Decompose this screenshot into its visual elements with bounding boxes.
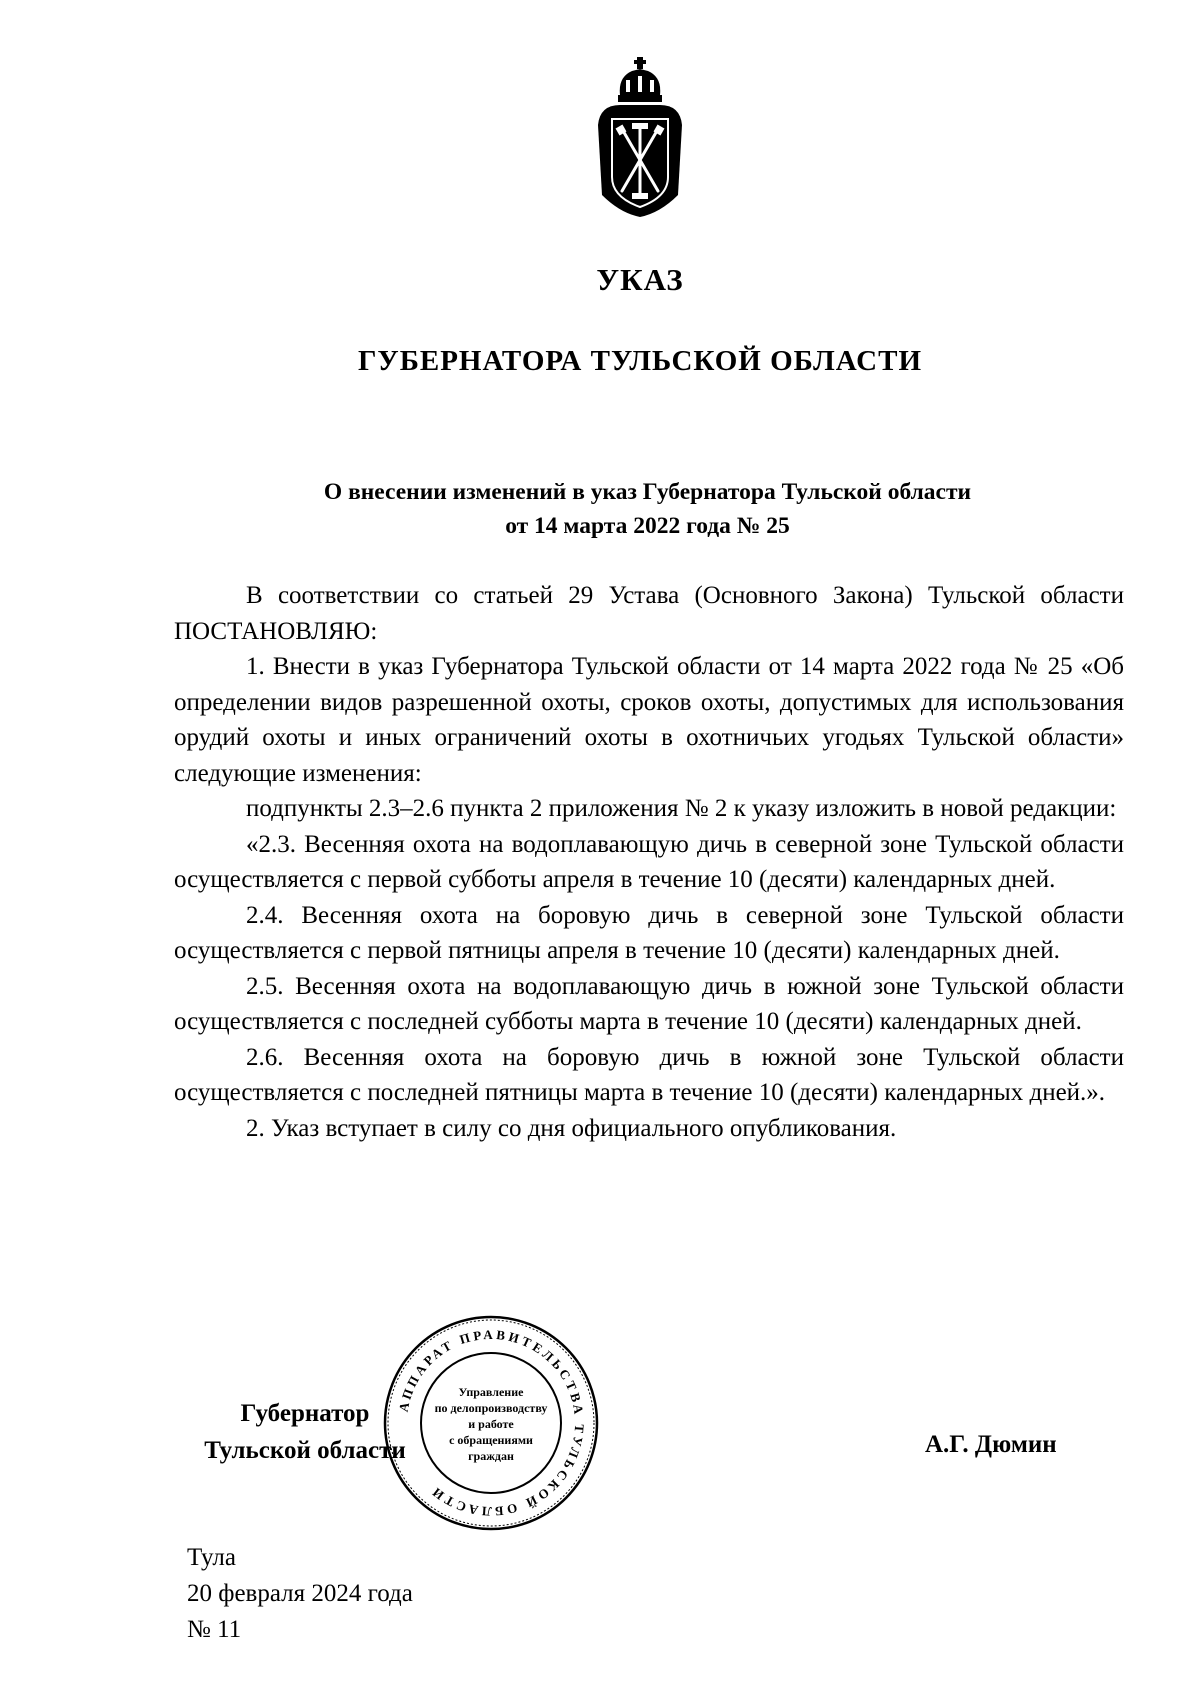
paragraph-item-1: 1. Внести в указ Губернатора Тульской области от 14 марта 2022 года № 25 «Об определении видов разрешенной охоты, сроков охоты, допустимых для использования орудий охоты и иных ограничений охоты в охотничьих угодьях Тульской области» следующие изменения: (174, 653, 1124, 787)
paragraph-amendment-intro: подпункты 2.3–2.6 пункта 2 приложения № 2 к указу изложить в новой редакции: (246, 795, 1117, 822)
paragraph-2-5: 2.5. Весенняя охота на водоплавающую дичь в южной зоне Тульской области осуществляется с последней субботы марта в течение 10 (десяти) календарных дней. (174, 972, 1124, 1035)
subject-line-2: от 14 марта 2022 года № 25 (505, 513, 790, 539)
stamp-line-1: Управление (458, 1385, 524, 1399)
footer-number: № 11 (187, 1616, 242, 1643)
official-stamp (380, 1312, 602, 1534)
issuer-title: ГУБЕРНАТОРА ТУЛЬСКОЙ ОБЛАСТИ (357, 345, 923, 377)
stamp-ring-text: АППАРАТ ПРАВИТЕЛЬСТВА ТУЛЬСКОЙ ОБЛАСТИ (395, 1326, 588, 1520)
footer-city: Тула (187, 1544, 236, 1571)
stamp-line-3: и работе (468, 1417, 514, 1431)
paragraph-2-6: 2.6. Весенняя охота на боровую дичь в южной зоне Тульской области осуществляется с последней пятницы марта в течение 10 (десяти) календарных дней.». (174, 1043, 1124, 1106)
paragraph-2-4: 2.4. Весенняя охота на боровую дичь в северной зоне Тульской области осуществляется с первой пятницы апреля в течение 10 (десяти) календарных дней. (174, 901, 1124, 964)
document-subject (170, 475, 1125, 543)
coat-of-arms-icon (590, 55, 690, 220)
signatory-title-line-2: Тульской области (204, 1437, 406, 1464)
document-footer (187, 1540, 413, 1648)
subject-line-1: О внесении изменений в указ Губернатора Тульской области (323, 479, 972, 505)
paragraph-item-2: 2. Указ вступает в силу со дня официального опубликования. (246, 1114, 897, 1142)
signatory-title-line-1: Губернатор (240, 1400, 370, 1427)
paragraph-2-3: «2.3. Весенняя охота на водоплавающую дичь в северной зоне Тульской области осуществляется с первой субботы апреля в течение 10 (десяти) календарных дней. (174, 830, 1124, 893)
document-body (174, 578, 1124, 1146)
paragraph-preamble: В соответствии со статьей 29 Устава (Основного Закона) Тульской области ПОСТАНОВЛЯЮ: (174, 582, 1124, 645)
footer-date: 20 февраля 2024 года (187, 1580, 413, 1607)
document-type: УКАЗ (596, 262, 684, 297)
stamp-line-5: граждан (468, 1449, 514, 1463)
stamp-line-4: с обращениями (449, 1433, 533, 1447)
signatory-name: А.Г. Дюмин (925, 1431, 1057, 1458)
stamp-line-2: по делопроизводству (434, 1401, 548, 1415)
